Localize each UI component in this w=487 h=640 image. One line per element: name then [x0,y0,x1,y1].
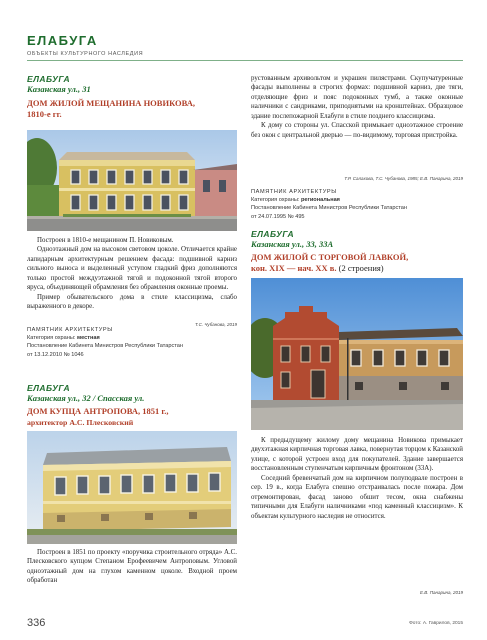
article-1-town: ЕЛАБУГА [27,74,71,84]
article-1-title: ДОМ ЖИЛОЙ МЕЩАНИНА НОВИКОВА, [27,98,196,108]
page-number: 336 [27,617,46,629]
article-3-credit: Е.В. Панарина, 2019 [420,590,463,595]
monument-category-value: региональная [301,197,340,204]
monument-category-label: Категория охраны: [27,335,76,342]
article-2-title: ДОМ КУПЦА АНТРОПОВА, 1851 г., [27,406,169,416]
article-3-title: ДОМ ЖИЛОЙ С ТОРГОВОЙ ЛАВКОЙ, [251,252,409,262]
trade-shop-photo [251,278,463,430]
novikov-house-photo [27,130,237,231]
monument-category [251,196,463,204]
article-3-body [251,436,463,521]
article-1-body [27,236,237,312]
article-3-paragraph: К предыдущему жилому дому мещанина Новикова примыкает двухэтажная кирпичная торговая лавка, повернутая торцом к Казанской улице, с которой устроен вход для покупателей. Здание завершается восстановленным ступенчатым кирпичным фронтоном (33А). [251,437,463,473]
monument-decree: Постановление Кабинета Министров Республики Татарстан [251,205,407,212]
article-1-paragraph: Одноэтажный дом на высоком световом цоколе. Отличается крайне лапидарным архитектурным решением фасада: подшивной карниз сильного выноса и выделенный уступом гладкий фриз дополняются только простой междуэтажной тягой и подоконной тягой второго яруса, объединяющей обрамления без обрамления оконные проемы. [27,246,237,292]
article-3-town: ЕЛАБУГА [251,229,295,239]
article-1-address: Казанская ул., 31 [27,84,91,94]
article-2-body [27,548,237,586]
article-2-town: ЕЛАБУГА [27,383,71,393]
article-2-paragraph: Построен в 1851 по проекту «поручика строительного отряда» А.С. Плесковского купцом Степаном Ерофеевичем Антроповым. Угловой одноэтажный дом на глухом каменном цоколе. Входной проем обработан [27,549,237,585]
article-1-credit: Т.С. Чубанова, 2019 [194,322,237,327]
monument-heading: ПАМЯТНИК АРХИТЕКТУРЫ [27,327,113,333]
article-2-cont-paragraph: рустованным архивольтом и украшен пилястрами. Скупучатуренные фасады выполнены в строгих формах: подшивной карниз, две тяги, отделяющие фриз и пояс подоконных тумб, а также оконные наличники с сандриками, приподнятыми на кронштейнах. Образцовое здание послепожарной Елабуги в стиле позднего классицизма. [251,75,463,120]
monument-decree-date: от 13.12.2010 № 1046 [27,351,84,358]
article-3-heading [251,229,463,274]
monument-heading: ПАМЯТНИК АРХИТЕКТУРЫ [251,189,337,195]
article-1-monument-info [27,326,237,359]
monument-decree-date: от 24.07.1995 № 495 [251,213,305,220]
monument-decree: Постановление Кабинета Министров Республики Татарстан [27,343,183,350]
article-2-address: Казанская ул., 32 / Спасская ул. [27,393,145,403]
section-title: ЕЛАБУГА [27,33,98,48]
monument-category-value: местная [77,335,100,342]
article-3-address: Казанская ул., 33, 33А [251,239,334,249]
article-2-credit: Т.Р. Салахова, Т.С. Чубанова, 1985; Е.В. Панарина, 2019 [344,176,463,181]
article-2-continuation [251,74,463,140]
article-3-date: кон. XIX — нач. XX в. [251,263,337,273]
monument-category [27,334,237,342]
article-1-paragraph: Пример обывательского дома в стиле классицизма, слабо выраженного в декоре. [27,293,237,311]
article-3-paragraph: Соседний бревенчатый дом на кирпичном полуподвале построен в сер. 19 в., когда Елабуга спешно отстраивалась после пожара. Дом отремонтирован, фасад заново обшит тесом, окна снабжены типичными для Елабуги наличниками «под каменный классицизм». К объектам культурного наследия не относится. [251,474,463,520]
article-1-date: 1810-е гг. [27,109,62,119]
article-3-date-line [251,263,463,274]
photo-credit: Фото: А. Гаврилов, 2015 [409,621,463,626]
header-divider [27,60,463,61]
article-3-note: (2 строения) [338,263,384,273]
article-1-paragraph: Построен в 1810-е мещанином П. Новиковым. [37,237,174,244]
monument-category-label: Категория охраны: [251,197,300,204]
antropov-house-photo [27,431,237,544]
section-subtitle: ОБЪЕКТЫ КУЛЬТУРНОГО НАСЛЕДИЯ [27,51,144,57]
article-2-cont-paragraph: К дому со стороны ул. Спасской примыкает одноэтажное строение без окон с центральной дверью — по-видимому, торговая пристройка. [251,122,463,139]
article-2-monument-info [251,188,463,221]
article-2-heading [27,383,237,428]
article-1-heading [27,74,235,120]
article-2-architect: архитектор А.С. Плесковский [27,418,134,427]
